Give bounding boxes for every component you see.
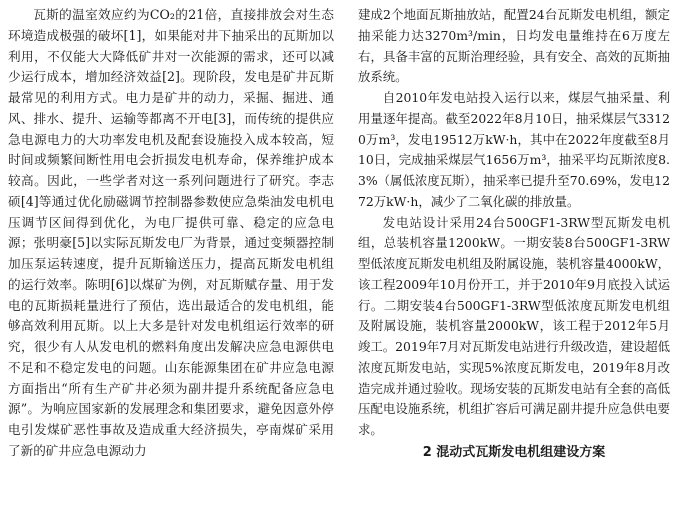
left-column bbox=[8, 5, 334, 462]
section-heading: 2 混动式瓦斯发电机组建设方案 bbox=[422, 444, 606, 460]
body-paragraph: 瓦斯的温室效应约为CO₂的21倍，直接排放会对生态环境造成极强的破坏[1]，如果能对井下抽采出的瓦斯加以利用，不仅能大大降低矿井对一次能源的需求，还可以减少运行成本，增加经济效益[2]。现阶段，发电是矿井瓦斯最常见的利用方式。电力是矿井的动力，采掘、掘进、通风、排水、提升、运输等都离不开电[3]，而传统的提供应急电源电力的大功率发电机及配套设施投入成本较高，短时间或频繁间断性用电会折损发电机寿命，保养维护成本较高。因此，一些学者对这一系列问题进行了研究。李志硕[4]等通过优化励磁调节控制器参数使应急柴油发电机电压调节区间得到优化，为电厂提供可靠、稳定的应急电源；张明豪[5]以实际瓦斯发电厂为背景，通过变频器控制加压泵运转速度，提升瓦斯输送压力，提高瓦斯发电机组的运行效率。陈明[6]以煤矿为例，对瓦斯赋存量、用于发电的瓦斯损耗量进行了预估，选出最适合的发电机组，能够高效利用瓦斯。以上大多是针对发电机组运行效率的研究，很少有人从发电机的燃料角度出发解决应急电源供电不足和不稳定发电的问题。山东能源集团在矿井应急电源方面指出“所有生产矿井必须为副井提升系统配备应急电源”。为响应国家新的发展理念和集团要求，避免因意外停电引发煤矿恶性事故及造成重大经济损失，亭南煤矿采用了新的矿井应急电源动力 bbox=[8, 7, 334, 458]
continued-paragraph: 建成2个地面瓦斯抽放站，配置24台瓦斯发电机组，额定抽采能力达3270m³/min，日均发电量维持在6万度左右，具备丰富的瓦斯治理经验，具有安全、高效的瓦斯抽放系统。 bbox=[358, 7, 670, 85]
right-column bbox=[358, 5, 670, 465]
body-paragraph: 自2010年发电站投入运行以来，煤层气抽采量、利用量逐年提高。截至2022年8月10日，抽采煤层气33120万m³，发电19512万kW·h，其中在2022年度截至8月10日，完成抽采煤层气1656万m³，抽采平均瓦斯浓度8.3%（属低浓度瓦斯），抽采率已提升至70.69%，发电1272万kW·h，减少了二氧化碳的排放量。 bbox=[358, 90, 670, 209]
body-paragraph: 发电站设计采用24台500GF1-3RW型瓦斯发电机组，总装机容量1200kW。一期安装8台500GF1-3RW型低浓度瓦斯发电机组及附属设施，装机容量4000kW，该工程2009年10月份开工，并于2010年9月底投入试运行。二期安装4台500GF1-3RW型低浓度瓦斯发电机组及附属设施，装机容量2000kW，该工程于2012年5月竣工。2019年7月对瓦斯发电站进行升级改造，建设超低浓度瓦斯发电站，实现5%浓度瓦斯发电，2019年8月改造完成并通过验收。现场安装的瓦斯发电站有全套的高低压配电设施系统，机组扩容后可满足副井提升应急供电要求。 bbox=[358, 214, 671, 437]
